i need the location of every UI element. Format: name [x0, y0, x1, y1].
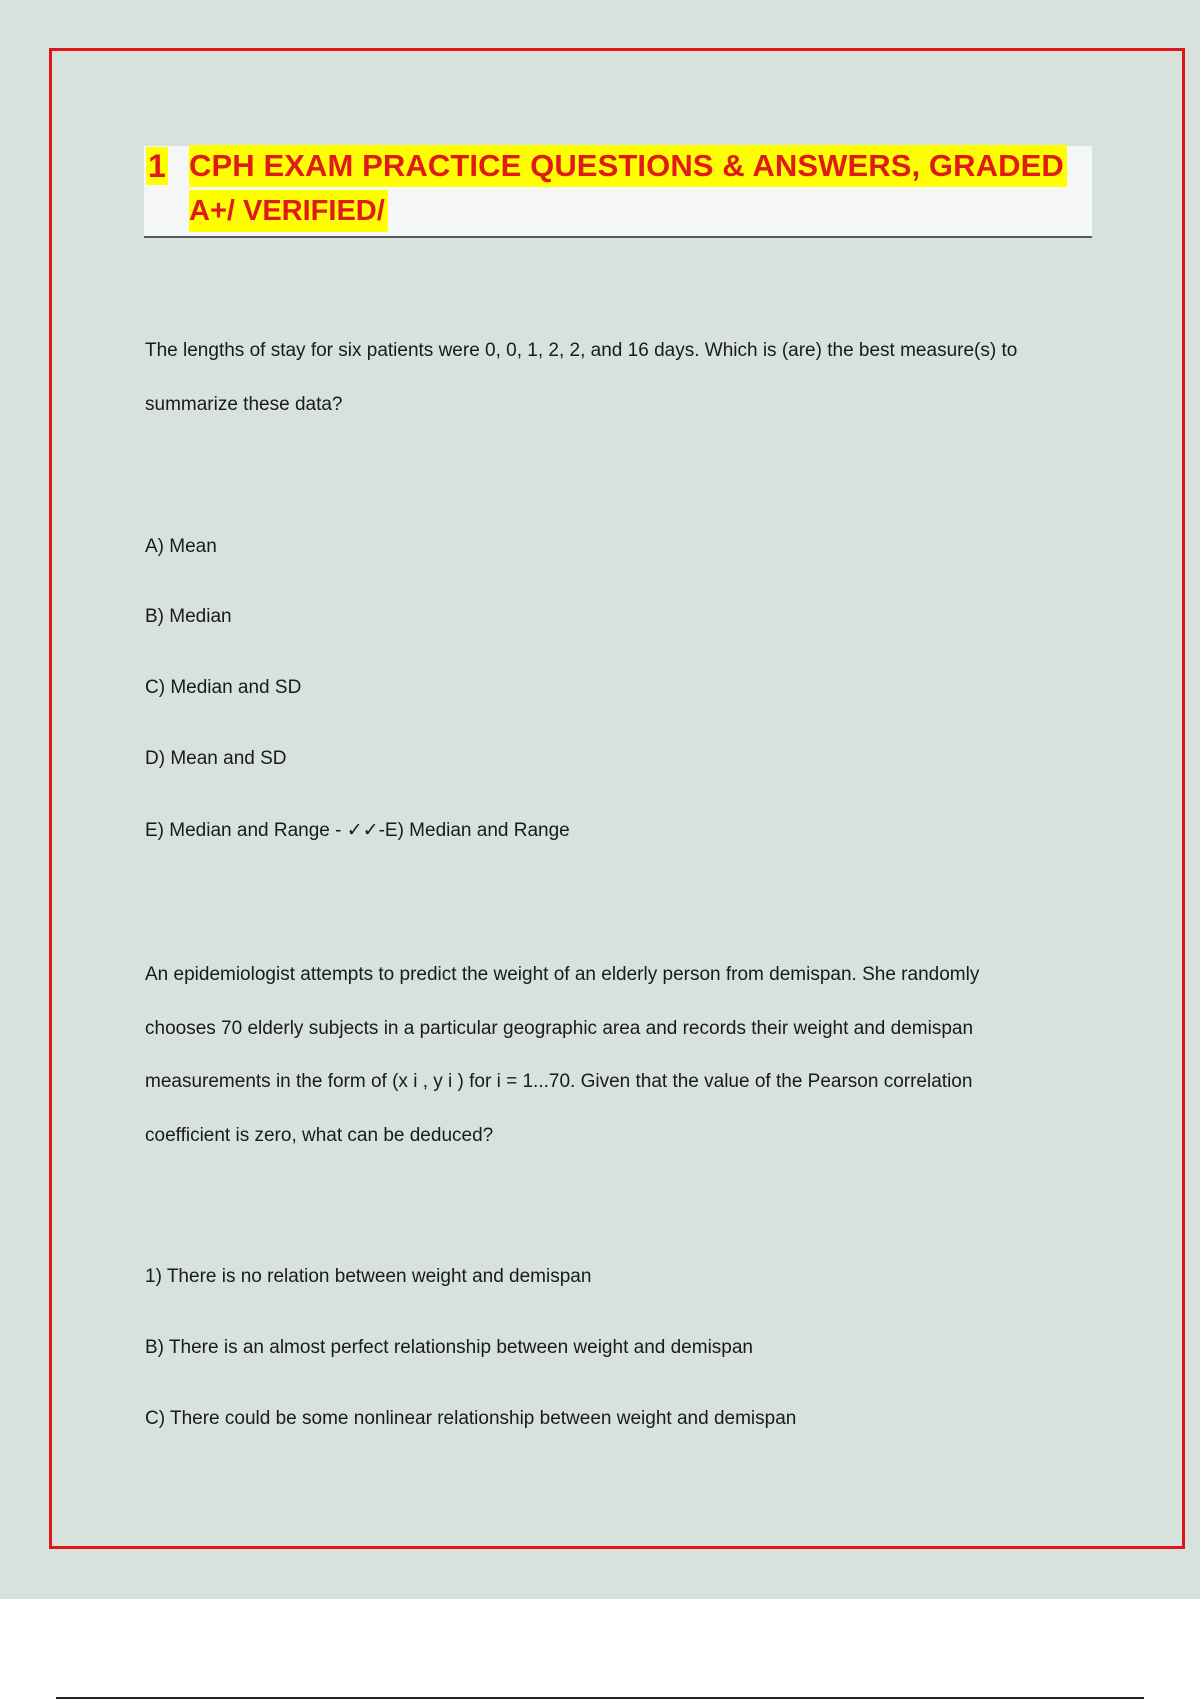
question-2-stem-line-1: An epidemiologist attempts to predict the weight of an elderly person from demispan. She randomly	[145, 964, 980, 985]
question-1-option-e-answer: E) Median and Range - ✓✓-E) Median and Range	[145, 820, 570, 841]
question-1-stem-line-2: summarize these data?	[145, 394, 343, 415]
question-2-option-1: 1) There is no relation between weight and demispan	[145, 1266, 592, 1287]
question-2-stem-line-3: measurements in the form of (x i , y i ) for i = 1...70. Given that the value of the Pearson correlation	[145, 1071, 973, 1092]
page-border-frame	[49, 48, 1185, 1549]
question-1-option-c: C) Median and SD	[145, 677, 302, 698]
question-1-option-b: B) Median	[145, 606, 232, 627]
heading-title-line-2: A+/ VERIFIED/	[189, 190, 388, 232]
question-1-stem-line-1: The lengths of stay for six patients were 0, 0, 1, 2, 2, and 16 days. Which is (are) the best measure(s) to	[145, 340, 1018, 361]
footer-divider	[56, 1697, 1144, 1699]
question-2-option-c: C) There could be some nonlinear relationship between weight and demispan	[145, 1408, 797, 1429]
question-2-option-b: B) There is an almost perfect relationship between weight and demispan	[145, 1337, 753, 1358]
question-1-option-a: A) Mean	[145, 536, 217, 557]
heading-title-line-1: CPH EXAM PRACTICE QUESTIONS & ANSWERS, GRADED	[189, 145, 1067, 187]
question-2-stem-line-4: coefficient is zero, what can be deduced?	[145, 1125, 494, 1146]
question-1-option-d: D) Mean and SD	[145, 748, 287, 769]
question-2-stem-line-2: chooses 70 elderly subjects in a particular geographic area and records their weight and demispan	[145, 1018, 974, 1039]
heading-number: 1	[148, 148, 166, 184]
